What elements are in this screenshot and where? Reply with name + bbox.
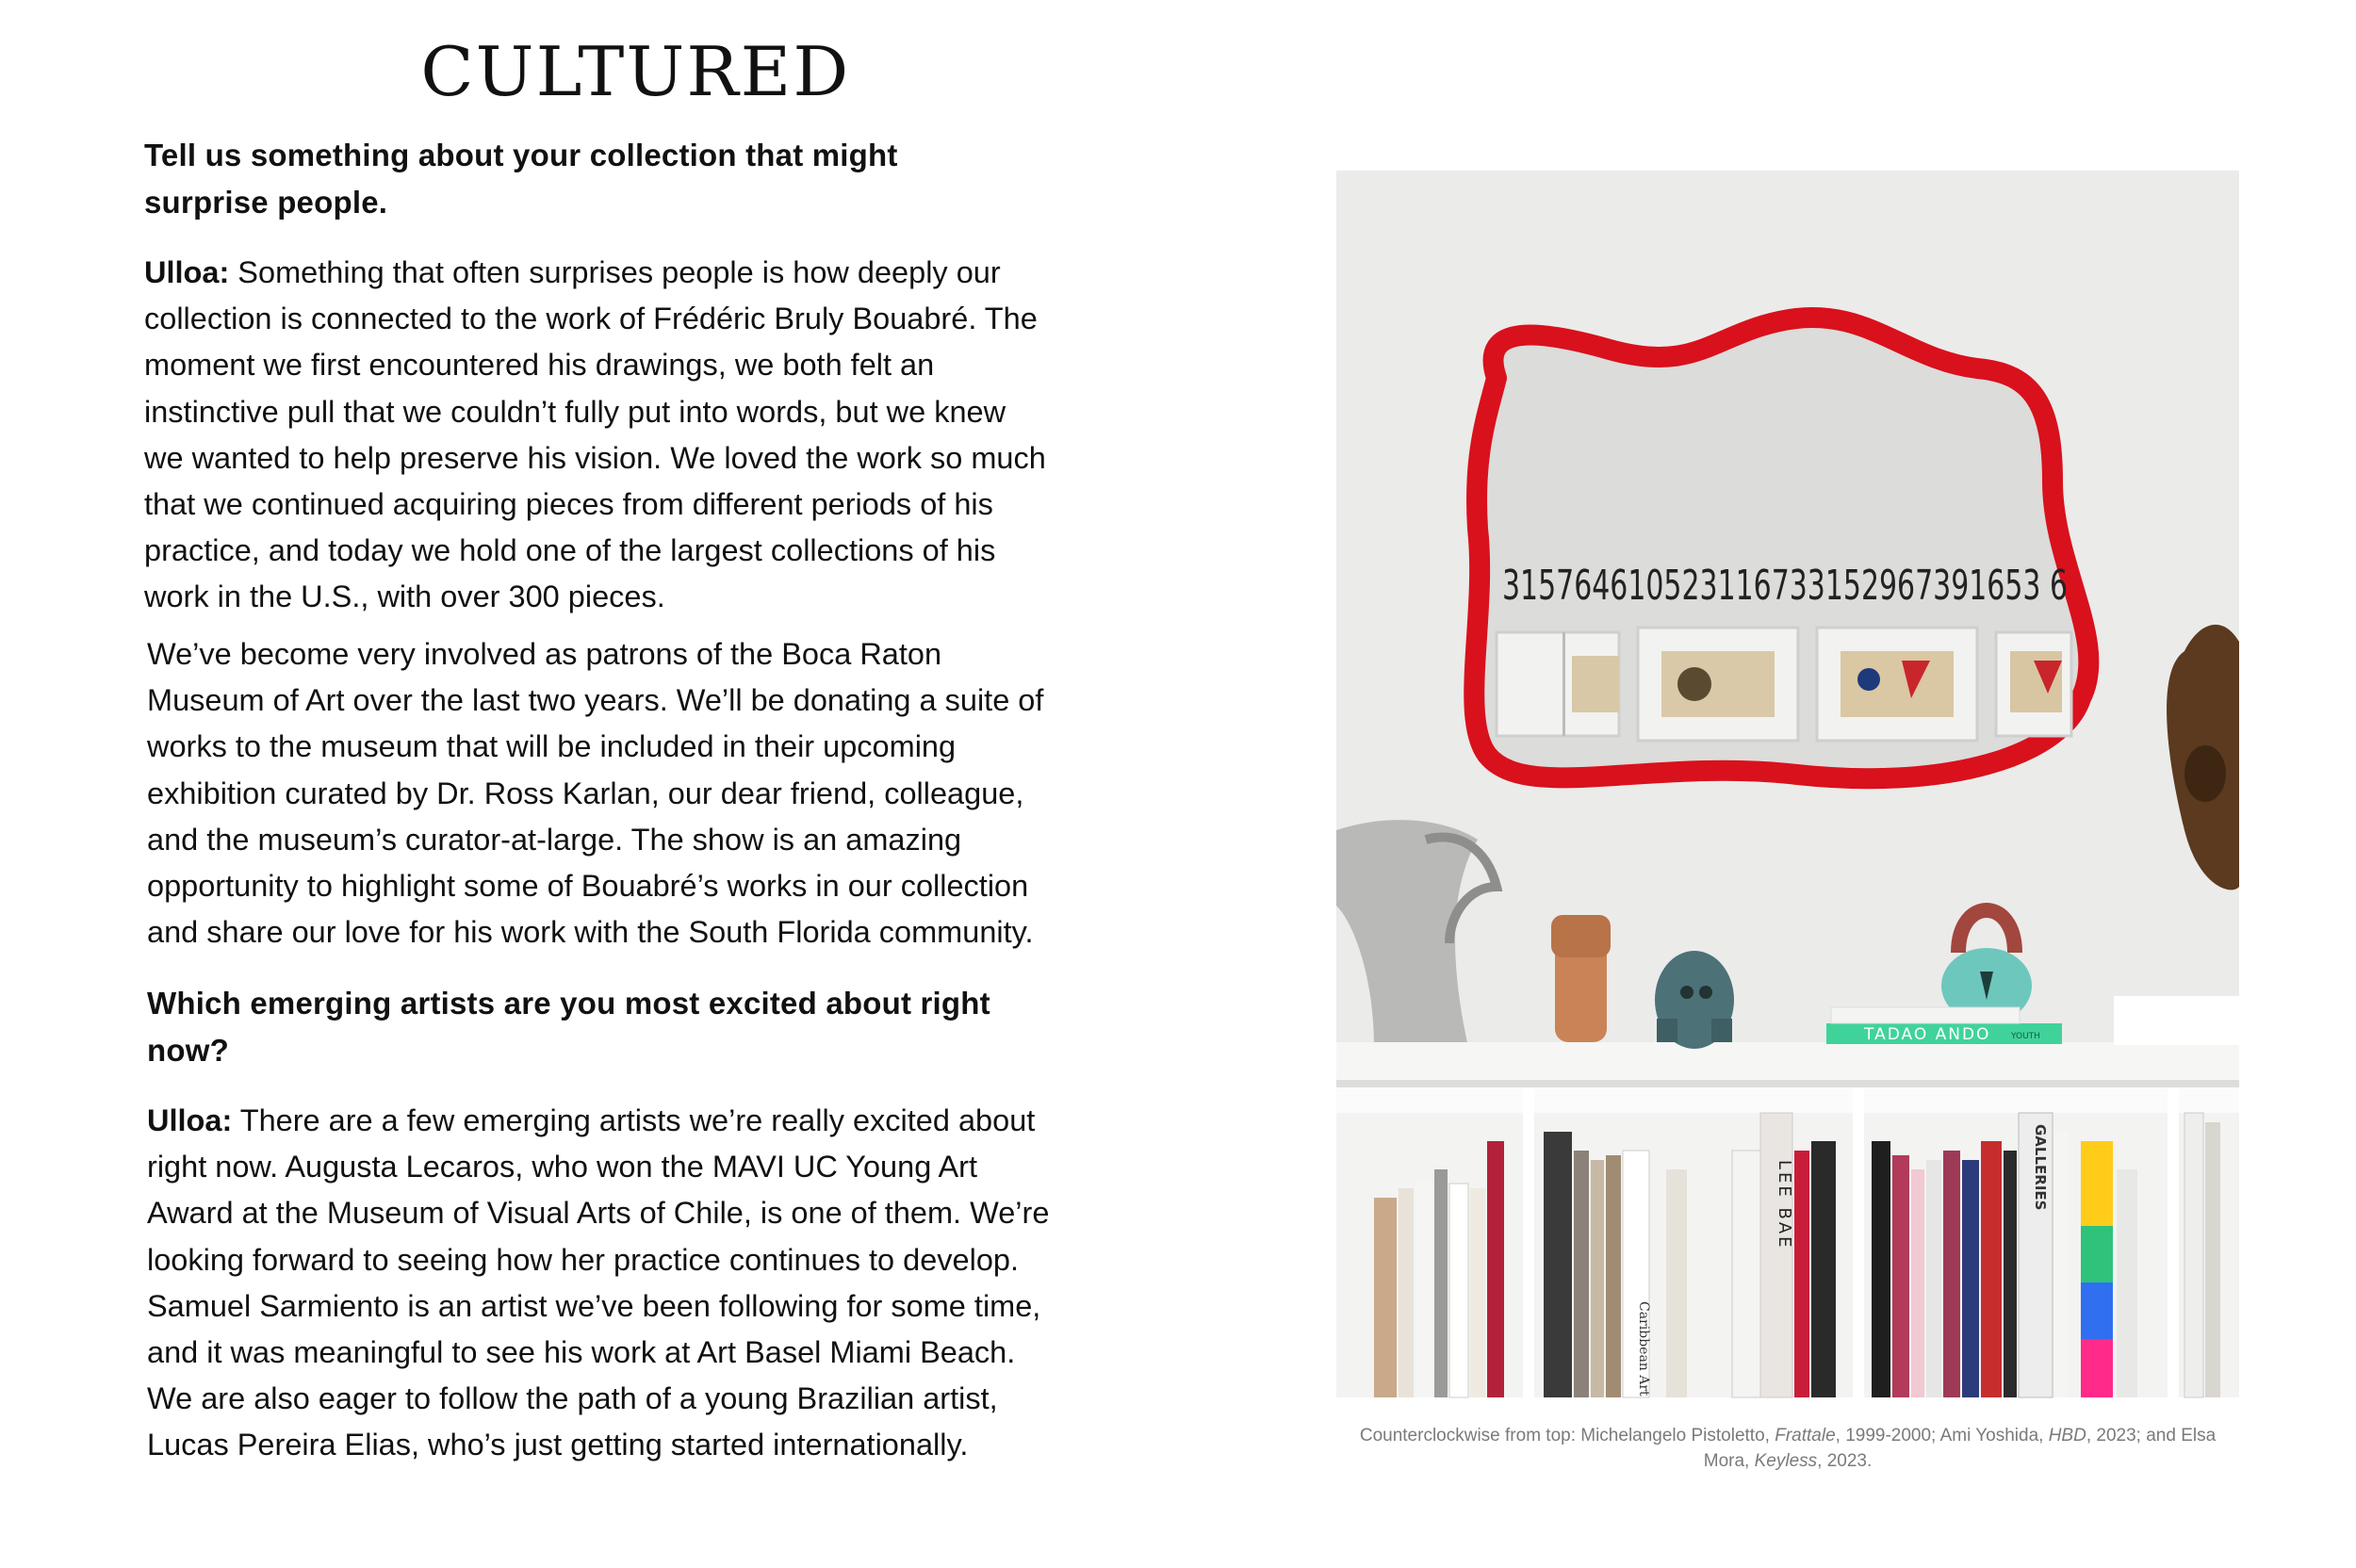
answer-text: There are a few emerging artists we’re really excited about right now. Augusta Lecaros, who won the MAVI UC Young Art Award at the Museum of Visual Arts of Chile, is one of them. We’re looking forward to seeing how her practice continues to develop. Samuel Sarmiento is an artist we’ve been following for some time, and it was meaningful to see his work at Art Basel Miami Beach. We are also eager to follow the path of a young Brazilian artist, Lucas Pereira Elias, who’s just getting started internationally. bbox=[147, 1103, 1050, 1462]
answer-text: Something that often surprises people is how deeply our collection is connected to the work of Frédéric Bruly Bouabré. The moment we first encountered his drawings, we both felt an instinctive pull that we couldn’t fully put into words, but we knew we wanted to help preserve his vision. We loved the work so much that we continued acquiring pieces from different periods of his practice, and today we hold one of the largest collections of his work in the U.S., with over 300 pieces. bbox=[144, 255, 1046, 614]
book-title-lee-bae: LEE BAE bbox=[1775, 1160, 1794, 1250]
question-1 bbox=[144, 132, 1049, 226]
book-title-tadao-ando: TADAO ANDO bbox=[1864, 1025, 1991, 1044]
speaker-name: Ulloa: bbox=[144, 255, 230, 289]
book-title-caribbean-art: Caribbean Art bbox=[1636, 1301, 1651, 1396]
book-title-galleries: GALLERIES bbox=[2032, 1124, 2049, 1211]
svg-text:YOUTH: YOUTH bbox=[2011, 1032, 2040, 1041]
artwork-title: Keyless bbox=[1754, 1451, 1818, 1471]
question-heading: Which emerging artists are you most excited about right now? bbox=[147, 986, 990, 1068]
article-photo bbox=[1336, 171, 2239, 1397]
answer-paragraph: We’ve become very involved as patrons of the Boca Raton Museum of Art over the last two years. We’ll be donating a suite of works to the museum that will be included in their upcoming exhibition curated by Dr. Ross Karlan, our dear friend, colleague, and the museum’s curator-at-large. The show is an amazing opportunity to highlight some of Bouabré’s works in our collection and share our love for his work with the South Florida community. bbox=[147, 637, 1044, 950]
question-2 bbox=[147, 980, 1052, 1074]
artwork-title: HBD bbox=[2048, 1426, 2086, 1446]
photo-illustration bbox=[1336, 171, 2239, 1397]
artwork-title: Frattale bbox=[1775, 1426, 1836, 1446]
answer-2 bbox=[147, 1098, 1052, 1469]
answer-1-continued bbox=[147, 631, 1052, 956]
speaker-name: Ulloa: bbox=[147, 1103, 233, 1137]
question-heading: Tell us something about your collection that might surprise people. bbox=[144, 138, 898, 220]
photo-caption: Counterclockwise from top: Michelangelo Pistoletto, Frattale, 1999-2000; Ami Yoshida, HBD, 2023; and Elsa Mora, Keyless, 2023. bbox=[1359, 1426, 2217, 1471]
mirror-numbers: 315764610523116733152967391653 6 bbox=[1502, 562, 2068, 610]
answer-1 bbox=[144, 250, 1049, 621]
cultured-logo[interactable]: CULTURED bbox=[420, 32, 851, 111]
